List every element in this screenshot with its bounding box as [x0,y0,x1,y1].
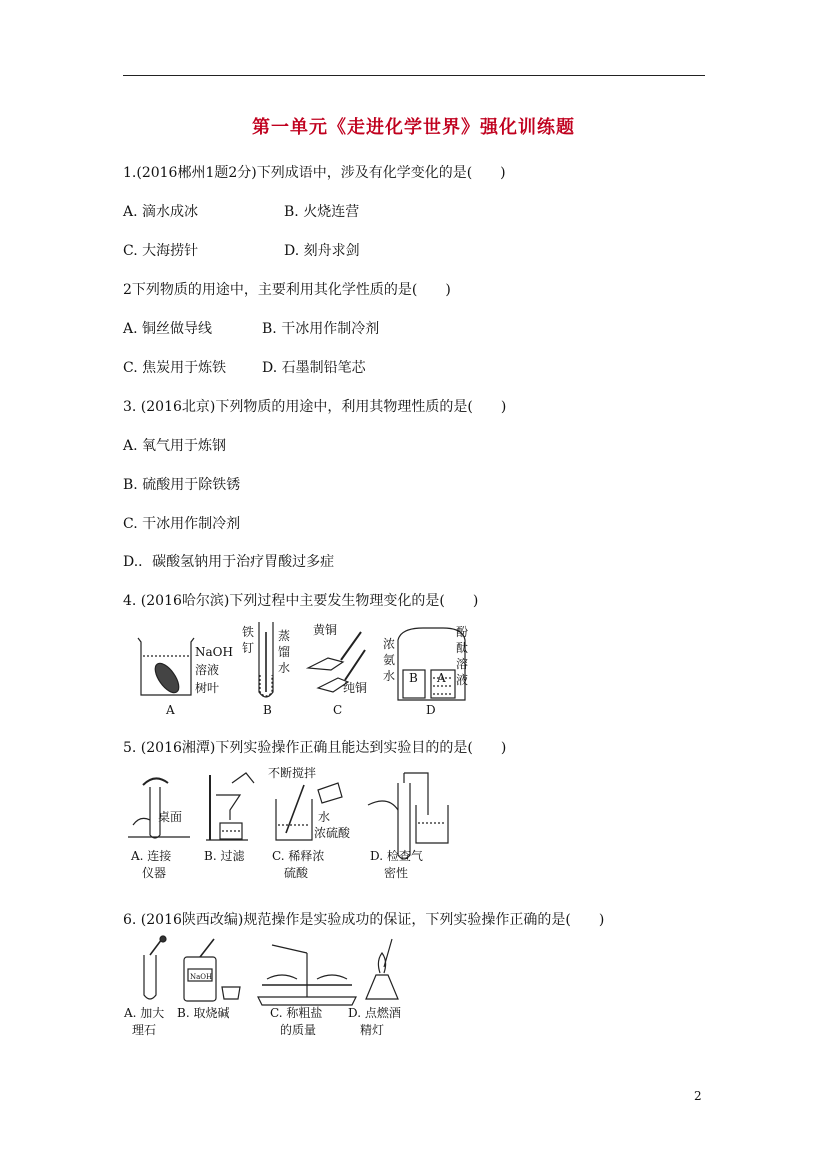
q4-caption-a: A [166,703,175,717]
q4-figure [133,620,478,720]
q6-caption-a2: 理石 [132,1023,157,1037]
q6-caption-d2: 精灯 [360,1023,385,1037]
q3-option-b: B. 硫酸用于除铁锈 [123,477,241,493]
q3-option-d: D.．碳酸氢钠用于治疗胃酸过多症 [123,554,335,570]
q5-label-acid: 浓硫酸 [314,826,351,840]
q5-caption-d2: 密性 [384,866,409,880]
q4-apparatus-drawing [133,620,478,720]
q4-label-an: 氨 [383,653,396,667]
q4-label-huangtong: 黄铜 [313,623,338,637]
q5-caption-a2: 仪器 [142,866,167,880]
q3-option-a: A. 氧气用于炼钢 [123,438,227,454]
q2-option-a: A. 铜丝做导线 [123,321,213,337]
q6-apparatus-drawing [122,935,412,1040]
q2-option-c: C. 焦炭用于炼铁 [123,360,227,376]
question-6-stem: 6. (2016陕西改编)规范操作是实验成功的保证，下列实验操作正确的是( ) [123,912,605,928]
q4-label-shui: 水 [278,661,291,675]
q6-caption-d1: D. 点燃酒 [348,1006,401,1020]
q5-label-zhuomian: 桌面 [158,810,183,824]
header-rule [123,75,705,76]
q4-label-box-b: B [409,671,418,685]
q4-caption-d: D [426,703,436,717]
q6-label-naoh: NaOH [190,973,213,981]
q4-label-nong: 浓 [383,637,396,651]
page-number: 2 [694,1089,702,1103]
q5-caption-c1: C. 稀释浓 [272,849,325,863]
q4-caption-b: B [263,703,272,717]
q4-label-tai: 酞 [456,641,469,655]
question-3-stem: 3. (2016北京)下列物质的用途中，利用其物理性质的是( ) [123,399,507,415]
question-2-stem: 2下列物质的用途中，主要利用其化学性质的是( ) [123,282,451,298]
q4-label-liu: 馏 [278,645,291,659]
q5-label-stir: 不断搅拌 [268,766,317,780]
q5-caption-b: B. 过滤 [204,849,245,863]
q5-caption-a1: A. 连接 [131,849,172,863]
q1-option-d: D. 刻舟求剑 [284,243,360,259]
q4-label-rong: 溶 [456,657,469,671]
q1-option-b: B. 火烧连营 [284,204,360,220]
q4-label-naoh: NaOH [195,645,233,659]
q2-option-d: D. 石墨制铅笔芯 [262,360,366,376]
q5-caption-c2: 硫酸 [284,866,309,880]
q4-label-shui2: 水 [383,669,396,683]
q2-option-b: B. 干冰用作制冷剂 [262,321,380,337]
q5-caption-d1: D. 检查气 [370,849,423,863]
q6-caption-a1: A. 加大 [124,1006,165,1020]
q5-apparatus-drawing [128,765,463,885]
q4-label-box-a: A [437,671,446,685]
q4-label-rongye: 溶液 [195,663,220,677]
q4-label-ye: 液 [456,673,469,687]
q6-caption-c2: 的质量 [280,1023,317,1037]
q4-label-tie: 铁 [242,625,255,639]
q1-option-a: A. 滴水成冰 [123,204,199,220]
q6-figure [122,935,412,1040]
question-5-stem: 5. (2016湘潭)下列实验操作正确且能达到实验目的的是( ) [123,740,507,756]
q5-figure [128,765,463,885]
q4-label-zheng: 蒸 [278,629,291,643]
question-4-stem: 4. (2016哈尔滨)下列过程中主要发生物理变化的是( ) [123,593,479,609]
q1-option-c: C. 大海捞针 [123,243,199,259]
q4-label-shuye: 树叶 [195,681,220,695]
q4-caption-c: C [333,703,343,717]
q4-label-fen: 酚 [456,625,469,639]
page-title: 第一单元《走进化学世界》强化训练题 [252,117,575,138]
q6-caption-b: B. 取烧碱 [177,1006,230,1020]
question-1-stem: 1.(2016郴州1题2分)下列成语中，涉及有化学变化的是( ) [123,165,506,181]
q5-label-water: 水 [318,810,331,824]
q4-label-chuntong: 纯铜 [343,681,368,695]
q6-caption-c1: C. 称粗盐 [270,1006,323,1020]
q4-label-ding: 钉 [242,641,255,655]
q3-option-c: C. 干冰用作制冷剂 [123,516,241,532]
